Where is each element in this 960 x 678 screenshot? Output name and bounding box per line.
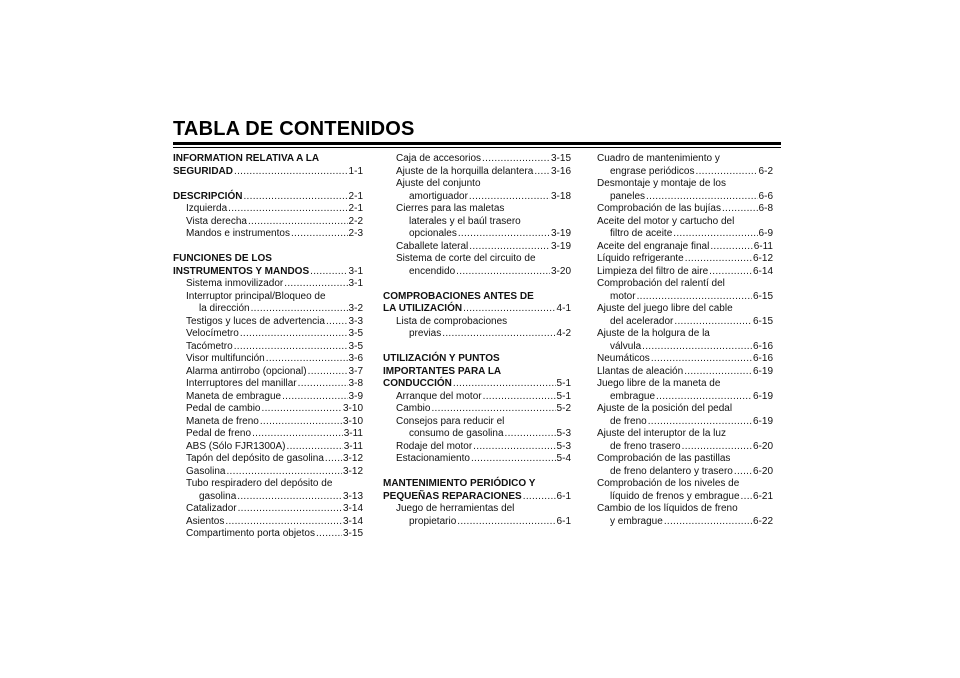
toc-entry[interactable]: Sistema inmovilizador ..... 3-1	[186, 278, 363, 291]
toc-entries-descripcion	[173, 203, 363, 241]
toc-entry[interactable]: Tacómetro ..... 3-5	[186, 341, 363, 354]
toc-entry-page: 1-1	[348, 165, 363, 177]
toc-entry[interactable]: Ajuste del interuptor de la luz de freno trasero ..... 6-20	[597, 428, 773, 453]
toc-column-1	[173, 153, 363, 541]
toc-entry[interactable]: Desmontaje y montaje de los paneles ..... 6-6	[597, 178, 773, 203]
toc-entry[interactable]: Interruptores del manillar ..... 3-8	[186, 378, 363, 391]
toc-entry[interactable]: Vista derecha ..... 2-2	[186, 216, 363, 229]
toc-entry[interactable]: Gasolina ..... 3-12	[186, 466, 363, 479]
toc-entry[interactable]: Testigos y luces de advertencia ..... 3-3	[186, 316, 363, 329]
toc-column-2	[383, 153, 571, 528]
toc-entry-page: 2-1	[348, 190, 363, 202]
toc-entry[interactable]: Ajuste del conjunto amortiguador ..... 3-18	[396, 178, 571, 203]
toc-entry[interactable]: Neumáticos ..... 6-16	[597, 353, 773, 366]
page-title: TABLA DE CONTENIDOS	[173, 118, 415, 140]
toc-entry[interactable]: Ajuste de la posición del pedal de freno ..... 6-19	[597, 403, 773, 428]
toc-entry[interactable]: Catalizador ..... 3-14	[186, 503, 363, 516]
toc-entry[interactable]: Juego libre de la maneta de embrague ..... 6-19	[597, 378, 773, 403]
title-rule	[173, 142, 781, 148]
toc-entry-page: 3-1	[348, 265, 363, 277]
toc-entry[interactable]: Izquierda ..... 2-1	[186, 203, 363, 216]
section-heading: MANTENIMIENTO PERIÓDICO Y	[383, 478, 536, 489]
toc-entry[interactable]: Caballete lateral ..... 3-19	[396, 241, 571, 254]
section-heading: FUNCIONES DE LOS	[173, 253, 272, 264]
toc-entry[interactable]: Pedal de cambio ..... 3-10	[186, 403, 363, 416]
toc-entry[interactable]: Compartimento porta objetos ..... 3-15	[186, 528, 363, 541]
toc-entry[interactable]: Ajuste de la horquilla delantera ..... 3-16	[396, 166, 571, 179]
leader-dots	[234, 166, 348, 179]
toc-entry[interactable]: Estacionamiento ..... 5-4	[396, 453, 571, 466]
toc-entry[interactable]: Cierres para las maletas laterales y el baúl trasero opcionales ..... 3-19	[396, 203, 571, 241]
toc-entry[interactable]: Comprobación de los niveles de líquido de frenos y embrague ..... 6-21	[597, 478, 773, 503]
toc-entry[interactable]: Maneta de embrague ..... 3-9	[186, 391, 363, 404]
toc-entry[interactable]: Consejos para reducir el consumo de gasolina ..... 5-3	[396, 416, 571, 441]
toc-entry[interactable]: Limpieza del filtro de aire ..... 6-14	[597, 266, 773, 279]
toc-section-conduccion[interactable]: UTILIZACIÓN Y PUNTOS IMPORTANTES PARA LA CONDUCCIÓN ..... 5-1	[383, 353, 571, 391]
toc-entry[interactable]: Llantas de aleación ..... 6-19	[597, 366, 773, 379]
toc-entry[interactable]: Aceite del engranaje final ..... 6-11	[597, 241, 773, 254]
leader-dots	[243, 191, 347, 204]
toc-entry[interactable]: Lista de comprobaciones previas ..... 4-2	[396, 316, 571, 341]
toc-section-mantenimiento[interactable]: MANTENIMIENTO PERIÓDICO Y PEQUEÑAS REPARACIONES ..... 6-1	[383, 478, 571, 503]
toc-entry[interactable]: Visor multifunción ..... 3-6	[186, 353, 363, 366]
toc-entry[interactable]: Cambio ..... 5-2	[396, 403, 571, 416]
toc-entry[interactable]: Caja de accesorios ..... 3-15	[396, 153, 571, 166]
toc-section-comprobaciones[interactable]: COMPROBACIONES ANTES DE LA UTILIZACIÓN ..... 4-1	[383, 291, 571, 316]
toc-entry[interactable]: Alarma antirrobo (opcional) ..... 3-7	[186, 366, 363, 379]
section-heading: INFORMATION RELATIVA A LA	[173, 153, 320, 164]
toc-entry[interactable]: Tapón del depósito de gasolina ..... 3-12	[186, 453, 363, 466]
toc-column-3	[597, 153, 773, 528]
toc-entry[interactable]: Interruptor principal/Bloqueo de la dirección ..... 3-2	[186, 291, 363, 316]
toc-entry[interactable]: Tubo respiradero del depósito de gasolina ..... 3-13	[186, 478, 363, 503]
toc-entry[interactable]: Rodaje del motor ..... 5-3	[396, 441, 571, 454]
toc-entry-title: DESCRIPCIÓN	[173, 190, 243, 202]
toc-entry[interactable]: Comprobación del ralentí del motor ..... 6-15	[597, 278, 773, 303]
toc-entry[interactable]: Sistema de corte del circuito de encendido ..... 3-20	[396, 253, 571, 278]
toc-entry[interactable]: Velocímetro ..... 3-5	[186, 328, 363, 341]
toc-entry[interactable]: ABS (Sólo FJR1300A) ..... 3-11	[186, 441, 363, 454]
toc-entry[interactable]: Arranque del motor ..... 5-1	[396, 391, 571, 404]
toc-entry[interactable]: Juego de herramientas del propietario ..... 6-1	[396, 503, 571, 528]
toc-entry[interactable]: Asientos ..... 3-14	[186, 516, 363, 529]
toc-entry[interactable]: Líquido refrigerante ..... 6-12	[597, 253, 773, 266]
toc-section-instrumentos[interactable]	[173, 253, 363, 278]
toc-entry-title: SEGURIDAD	[173, 165, 234, 177]
section-heading: COMPROBACIONES ANTES DE	[383, 290, 534, 302]
toc-entries-instrumentos	[173, 278, 363, 541]
toc-entry-title: INSTRUMENTOS Y MANDOS	[173, 265, 310, 277]
toc-entry[interactable]: Cambio de los líquidos de freno y embrague ..... 6-22	[597, 503, 773, 528]
toc-entry[interactable]: Pedal de freno ..... 3-11	[186, 428, 363, 441]
toc-section-descripcion[interactable]	[173, 191, 363, 204]
toc-entry[interactable]: Mandos e instrumentos ..... 2-3	[186, 228, 363, 241]
toc-entry[interactable]: Comprobación de las bujías ..... 6-8	[597, 203, 773, 216]
toc-entry[interactable]: Maneta de freno ..... 3-10	[186, 416, 363, 429]
toc-entry[interactable]: Comprobación de las pastillas de freno delantero y trasero ..... 6-20	[597, 453, 773, 478]
toc-entry[interactable]: Cuadro de mantenimiento y engrase periódicos ..... 6-2	[597, 153, 773, 178]
toc-section-seguridad[interactable]	[173, 153, 363, 178]
section-heading: IMPORTANTES PARA LA	[383, 365, 502, 377]
section-heading: UTILIZACIÓN Y PUNTOS	[383, 353, 500, 364]
toc-entry[interactable]: Ajuste de la holgura de la válvula ..... 6-16	[597, 328, 773, 353]
toc-entry[interactable]: Aceite del motor y cartucho del filtro de aceite ..... 6-9	[597, 216, 773, 241]
toc-entry[interactable]: Ajuste del juego libre del cable del acelerador ..... 6-15	[597, 303, 773, 328]
